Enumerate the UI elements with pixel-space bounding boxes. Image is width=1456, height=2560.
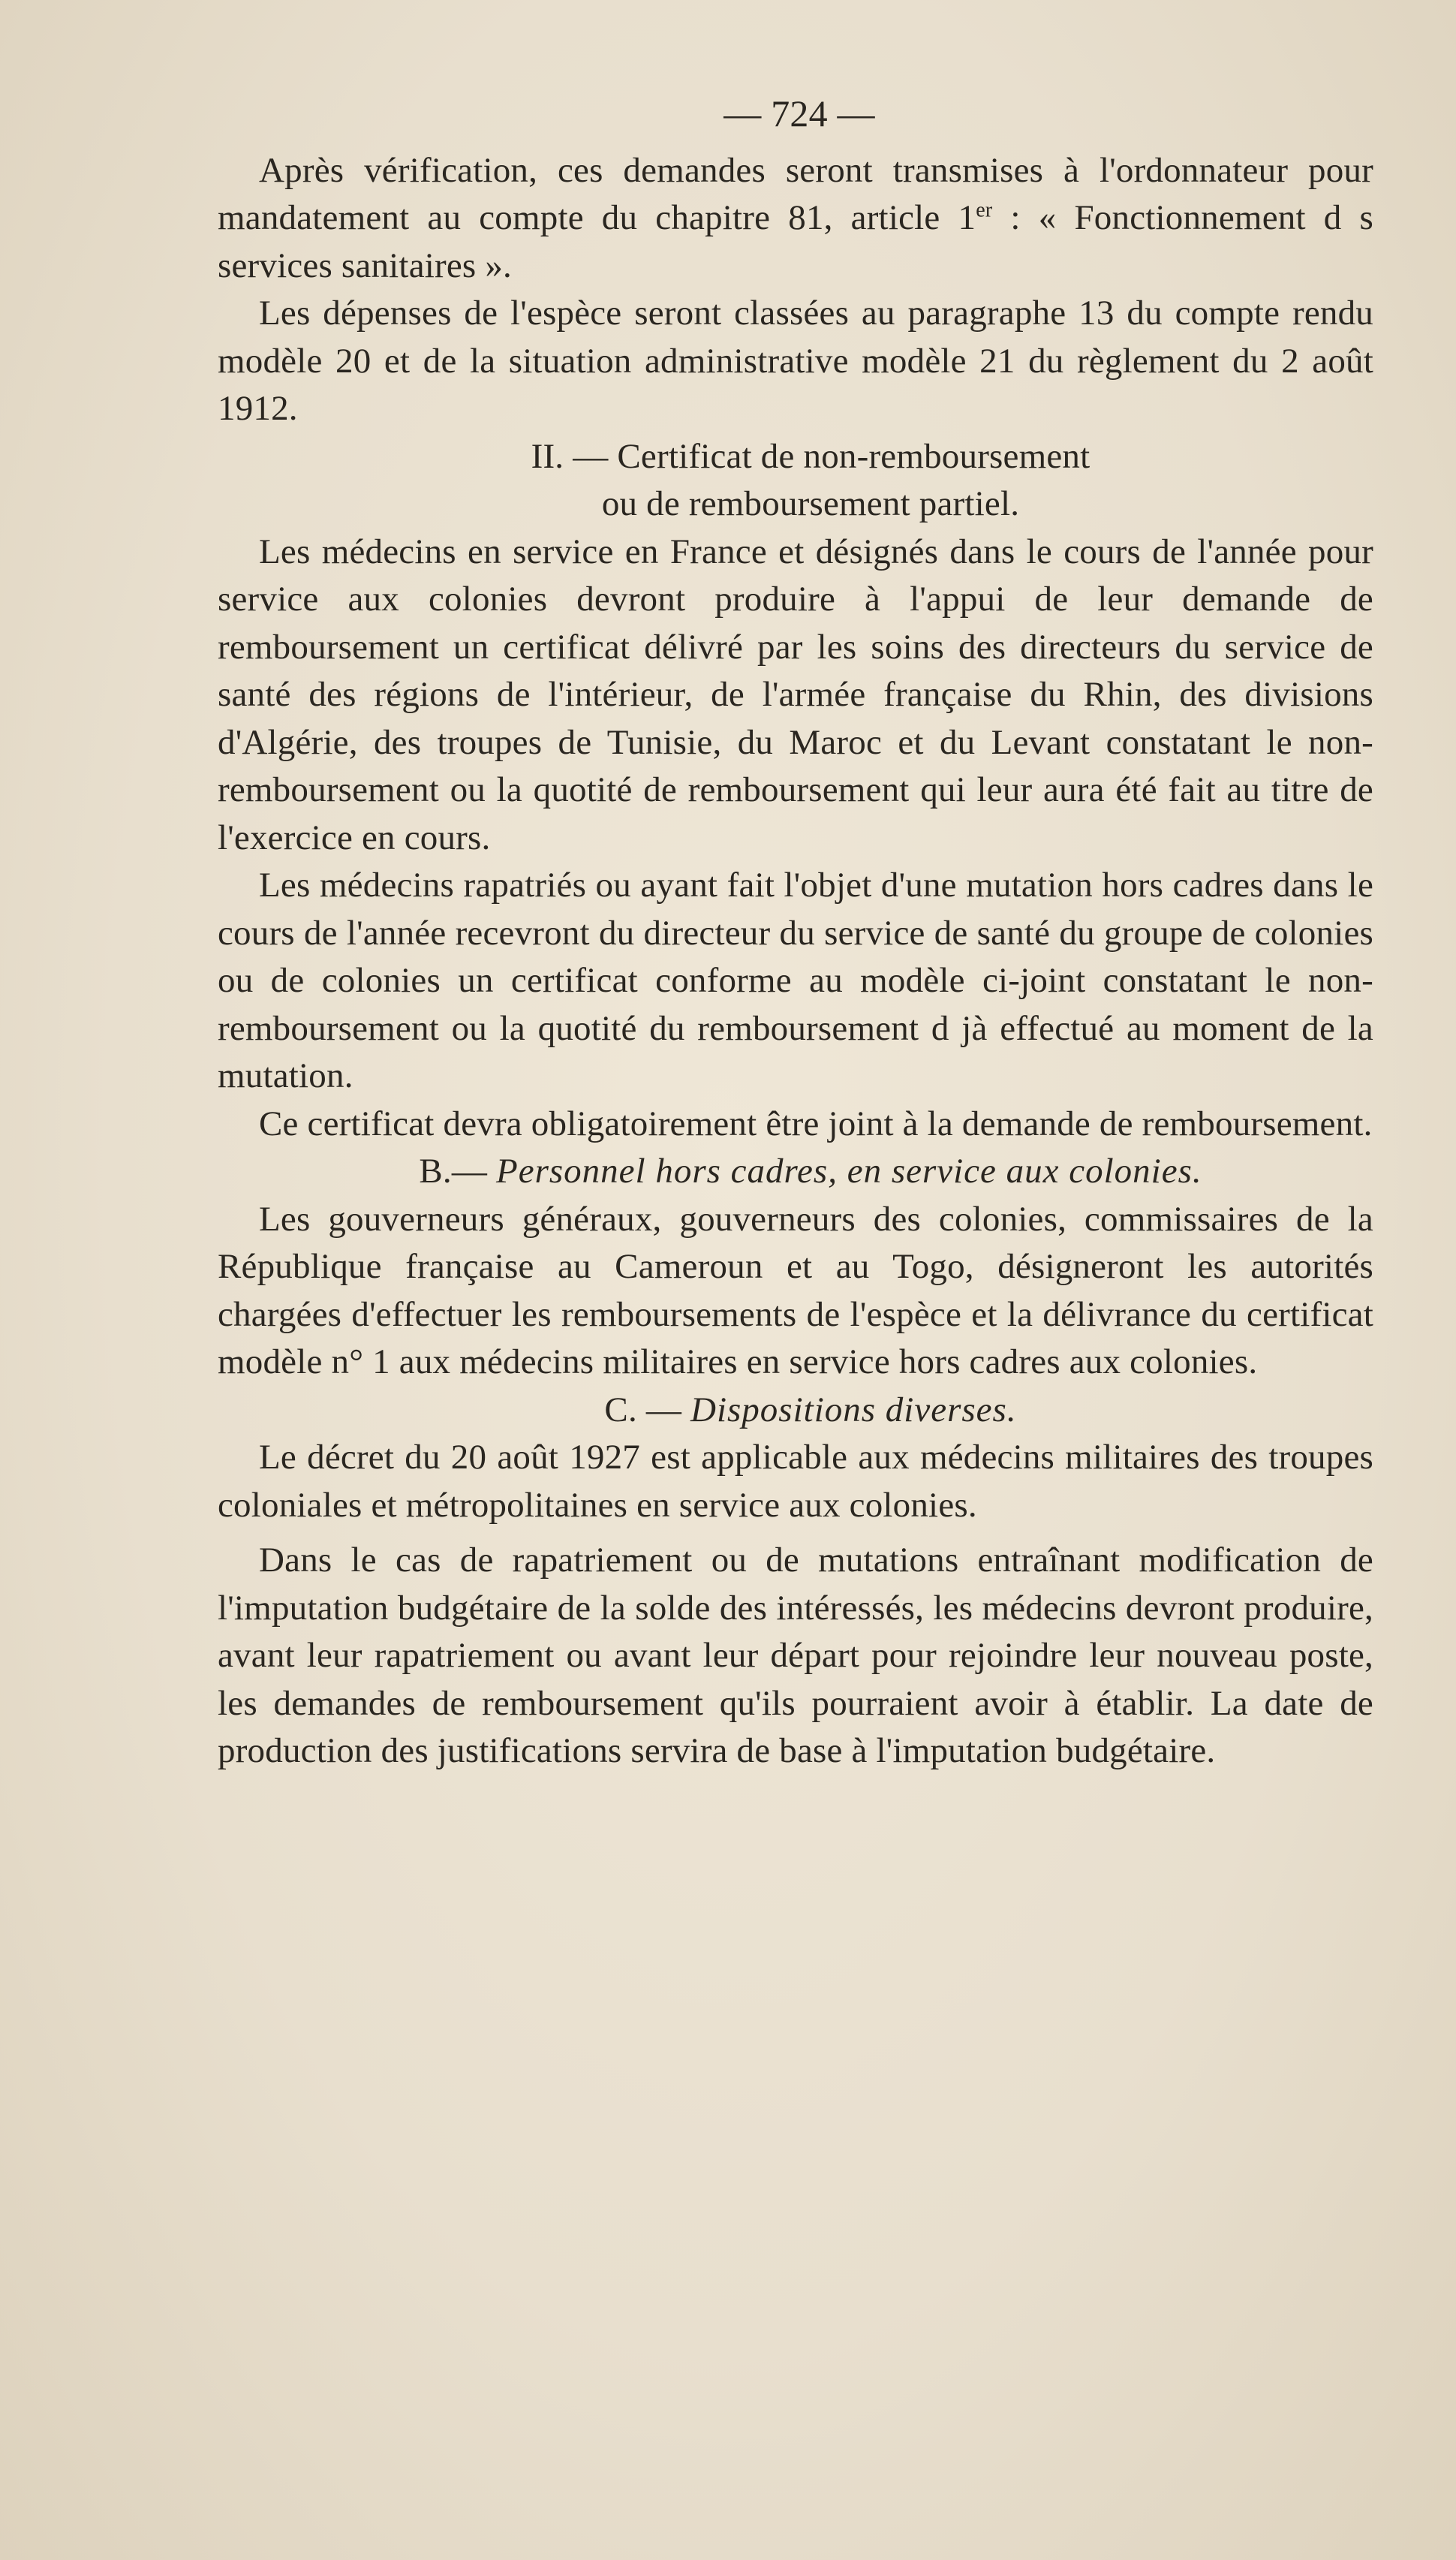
section-heading-II-line2: ou de remboursement partiel. bbox=[601, 484, 1020, 523]
paragraph-8: Dans le cas de rapatriement ou de mutations entraînant modification de l'imputation budgétaire de la solde des intéressés, les médecins devront produire, avant leur rapatriement ou avant leur départ pour rejoindre leur nouveau poste, les demandes de remboursement qu'ils pourraient avoir à établir. La date de production des justifications servira de base à l'imputation budgétaire. bbox=[218, 1541, 1373, 1770]
section-heading-II-line1: II. — Certificat de non-remboursement bbox=[531, 436, 1090, 476]
paragraph-1-end: : « Fonctionnement d s services sanitaires ». bbox=[218, 198, 1373, 285]
section-heading-B-title: Personnel hors cadres, en service aux colonies. bbox=[496, 1152, 1202, 1191]
paragraph-1-text: Après vérification, ces demandes seront transmises à l'ordonnateur pour mandatement au compte du chapitre 81, article 1 bbox=[218, 150, 1373, 237]
paragraph-3: Les médecins en service en France et désignés dans le cours de l'année pour service aux colonies devront produire à l'appui de leur demande de remboursement un certificat délivré par les soins des directeurs du service de santé des régions de l'intérieur, de l'armée française du Rhin, des divisions d'Algérie, des troupes de Tunisie, du Maroc et du Levant constatant le non-remboursement ou la quotité de remboursement qui leur aura été fait au titre de l'exercice en cours. bbox=[218, 532, 1373, 857]
section-heading-C-prefix: C. — bbox=[604, 1390, 691, 1429]
section-heading-B-prefix: B.— bbox=[419, 1152, 496, 1191]
section-heading-C-title: Dispositions diverses. bbox=[690, 1390, 1017, 1429]
paragraph-6: Les gouverneurs généraux, gouverneurs des colonies, commissaires de la République française au Cameroun et au Togo, désigneront les autorités chargées d'effectuer les remboursements de l'espèce et la délivrance du certificat modèle n° 1 aux médecins militaires en service hors cadres aux colonies. bbox=[218, 1199, 1373, 1381]
text-block bbox=[218, 90, 1373, 1775]
paragraph-1 bbox=[218, 147, 1373, 291]
paragraph-7: Le décret du 20 août 1927 est applicable aux médecins militaires des troupes coloniales et métropolitaines en service aux colonies. bbox=[218, 1438, 1373, 1525]
page-number: — 724 — bbox=[723, 92, 875, 134]
paragraph-2: Les dépenses de l'espèce seront classées au paragraphe 13 du compte rendu modèle 20 et de la situation administrative modèle 21 du règlement du 2 août 1912. bbox=[218, 294, 1373, 428]
paragraph-5: Ce certificat devra obligatoirement être joint à la demande de remboursement. bbox=[259, 1104, 1373, 1143]
paragraph-4: Les médecins rapatriés ou ayant fait l'objet d'une mutation hors cadres dans le cours de l'année recevront du directeur du service de santé du groupe de colonies ou de colonies un certificat conforme au modèle ci-joint constatant le non-remboursement ou la quotité du remboursement d jà effectué au moment de la mutation. bbox=[218, 866, 1373, 1095]
section-heading-C bbox=[218, 1387, 1373, 1435]
section-heading-B bbox=[218, 1148, 1373, 1196]
paragraph-1-superscript: er bbox=[976, 198, 993, 222]
